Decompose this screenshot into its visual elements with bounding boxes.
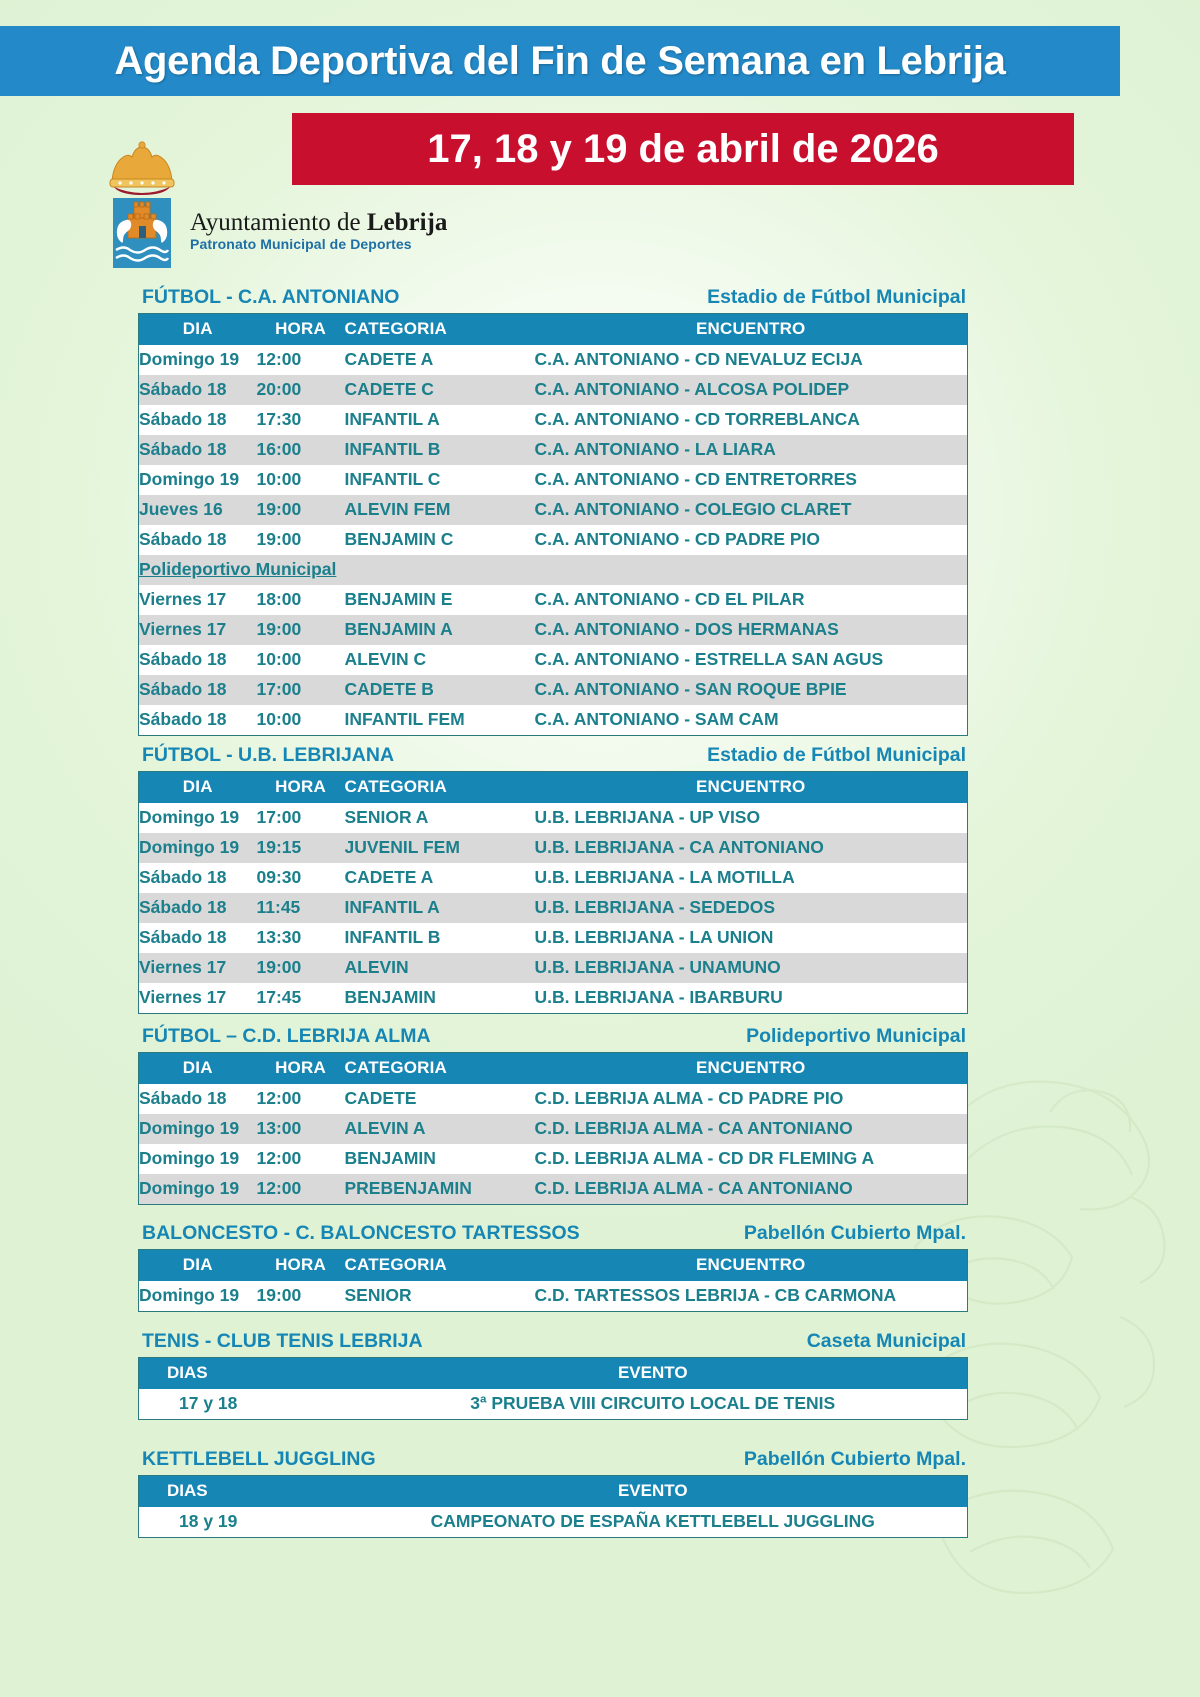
institution-logo xyxy=(104,140,447,270)
cell-hora: 19:00 xyxy=(256,619,302,639)
cell-categoria: BENJAMIN A xyxy=(344,619,453,639)
cell-encuentro: C.A. ANTONIANO - LA LIARA xyxy=(534,439,776,459)
table-header-row xyxy=(139,772,968,804)
section-venue: Pabellón Cubierto Mpal. xyxy=(743,1448,966,1470)
cell-hora: 17:30 xyxy=(256,409,302,429)
cell-hora: 19:00 xyxy=(256,499,302,519)
match-table xyxy=(138,313,968,736)
table-row xyxy=(139,1084,968,1114)
column-header-hora: HORA xyxy=(257,772,345,804)
column-header-dias: DIAS xyxy=(139,1476,339,1508)
subvenue-row xyxy=(139,555,968,585)
cell-categoria: BENJAMIN C xyxy=(344,529,454,549)
section-title: FÚTBOL – C.D. LEBRIJA ALMA xyxy=(142,1025,431,1047)
cell-hora: 19:00 xyxy=(256,957,302,977)
table-row xyxy=(139,525,968,555)
cell-encuentro: U.B. LEBRIJANA - UP VISO xyxy=(534,807,761,827)
cell-encuentro: U.B. LEBRIJANA - CA ANTONIANO xyxy=(534,837,824,857)
table-row xyxy=(139,345,968,375)
section-header xyxy=(138,1330,968,1357)
cell-hora: 10:00 xyxy=(256,709,302,729)
cell-encuentro: U.B. LEBRIJANA - SEDEDOS xyxy=(534,897,775,917)
cell-categoria: INFANTIL B xyxy=(344,927,441,947)
cell-hora: 19:15 xyxy=(256,837,302,857)
cell-dia: Domingo 19 xyxy=(139,807,240,827)
cell-hora: 19:00 xyxy=(256,1285,302,1305)
table-row xyxy=(139,375,968,405)
column-header-categoria: CATEGORIA xyxy=(345,314,535,346)
date-text: 17, 18 y 19 de abril de 2026 xyxy=(427,126,939,171)
table-row xyxy=(139,1507,968,1538)
table-row xyxy=(139,705,968,736)
cell-dia: Jueves 16 xyxy=(139,499,223,519)
cell-hora: 17:00 xyxy=(256,679,302,699)
cell-categoria: INFANTIL C xyxy=(344,469,441,489)
logo-line-2: Patronato Municipal de Deportes xyxy=(190,235,412,252)
table-row xyxy=(139,495,968,525)
table-header-row xyxy=(139,1053,968,1085)
column-header-encuentro: ENCUENTRO xyxy=(535,1250,968,1282)
section-venue: Estadio de Fútbol Municipal xyxy=(707,744,966,766)
sport-section xyxy=(138,1025,968,1205)
column-header-categoria: CATEGORIA xyxy=(345,772,535,804)
section-header xyxy=(138,1025,968,1052)
cell-categoria: CADETE B xyxy=(344,679,434,699)
cell-encuentro: C.A. ANTONIANO - CD EL PILAR xyxy=(534,589,805,609)
table-row xyxy=(139,645,968,675)
section-venue: Polideportivo Municipal xyxy=(746,1025,966,1047)
section-header xyxy=(138,286,968,313)
cell-categoria: SENIOR A xyxy=(344,807,429,827)
cell-evento: CAMPEONATO DE ESPAÑA KETTLEBELL JUGGLING xyxy=(339,1507,968,1538)
cell-dia: Viernes 17 xyxy=(139,987,227,1007)
table-row xyxy=(139,1281,968,1312)
table-row xyxy=(139,893,968,923)
cell-dia: Sábado 18 xyxy=(139,1088,227,1108)
cell-categoria: INFANTIL B xyxy=(344,439,441,459)
section-venue: Pabellón Cubierto Mpal. xyxy=(743,1222,966,1244)
table-row xyxy=(139,1144,968,1174)
table-header-row xyxy=(139,1250,968,1282)
cell-dia: Viernes 17 xyxy=(139,589,227,609)
cell-hora: 09:30 xyxy=(256,867,302,887)
cell-dia: Domingo 19 xyxy=(139,837,240,857)
cell-categoria: CADETE A xyxy=(344,867,434,887)
cell-dia: Viernes 17 xyxy=(139,957,227,977)
section-title: BALONCESTO - C. BALONCESTO TARTESSOS xyxy=(142,1222,580,1244)
cell-dia: Sábado 18 xyxy=(139,409,227,429)
cell-encuentro: C.D. LEBRIJA ALMA - CA ANTONIANO xyxy=(534,1178,853,1198)
column-header-hora: HORA xyxy=(257,314,345,346)
column-header-evento: EVENTO xyxy=(339,1476,968,1508)
section-header xyxy=(138,1222,968,1249)
cell-encuentro: C.A. ANTONIANO - CD PADRE PIO xyxy=(534,529,821,549)
cell-dia: Sábado 18 xyxy=(139,709,227,729)
cell-encuentro: C.A. ANTONIANO - CD ENTRETORRES xyxy=(534,469,857,489)
table-header-row xyxy=(139,314,968,346)
column-header-hora: HORA xyxy=(257,1053,345,1085)
cell-categoria: INFANTIL FEM xyxy=(344,709,465,729)
cell-hora: 12:00 xyxy=(256,1088,302,1108)
cell-dia: Domingo 19 xyxy=(139,349,240,369)
logo-line-1: Ayuntamiento de Lebrija xyxy=(190,209,448,237)
column-header-dia: DIA xyxy=(139,314,257,346)
cell-categoria: CADETE A xyxy=(344,349,434,369)
cell-categoria: ALEVIN xyxy=(344,957,409,977)
cell-dia: Sábado 18 xyxy=(139,867,227,887)
cell-dia: Domingo 19 xyxy=(139,1178,240,1198)
table-row xyxy=(139,465,968,495)
cell-hora: 10:00 xyxy=(256,649,302,669)
poster-title-bar xyxy=(0,26,1120,96)
match-table xyxy=(138,1249,968,1312)
cell-encuentro: C.D. LEBRIJA ALMA - CD DR FLEMING A xyxy=(534,1148,875,1168)
cell-encuentro: C.A. ANTONIANO - CD TORREBLANCA xyxy=(534,409,860,429)
table-row xyxy=(139,983,968,1014)
column-header-dia: DIA xyxy=(139,1053,257,1085)
cell-hora: 13:30 xyxy=(256,927,302,947)
cell-encuentro: C.A. ANTONIANO - ESTRELLA SAN AGUS xyxy=(534,649,884,669)
sport-section xyxy=(138,744,968,1014)
cell-hora: 18:00 xyxy=(256,589,302,609)
sport-section xyxy=(138,286,968,736)
cell-dia: Viernes 17 xyxy=(139,619,227,639)
match-table xyxy=(138,771,968,1014)
cell-categoria: BENJAMIN E xyxy=(344,589,453,609)
cell-categoria: BENJAMIN xyxy=(344,1148,436,1168)
section-title: FÚTBOL - U.B. LEBRIJANA xyxy=(142,744,395,766)
cell-categoria: JUVENIL FEM xyxy=(344,837,460,857)
cell-encuentro: C.D. LEBRIJA ALMA - CA ANTONIANO xyxy=(534,1118,853,1138)
sport-section xyxy=(138,1448,968,1538)
column-header-encuentro: ENCUENTRO xyxy=(535,1053,968,1085)
column-header-evento: EVENTO xyxy=(339,1358,968,1390)
cell-encuentro: C.D. TARTESSOS LEBRIJA - CB CARMONA xyxy=(534,1285,897,1305)
cell-hora: 16:00 xyxy=(256,439,302,459)
cell-categoria: SENIOR xyxy=(344,1285,412,1305)
coat-of-arms-icon xyxy=(104,140,180,270)
cell-hora: 13:00 xyxy=(256,1118,302,1138)
cell-encuentro: C.D. LEBRIJA ALMA - CD PADRE PIO xyxy=(534,1088,844,1108)
cell-encuentro: C.A. ANTONIANO - SAM CAM xyxy=(534,709,779,729)
column-header-dia: DIA xyxy=(139,772,257,804)
cell-encuentro: C.A. ANTONIANO - DOS HERMANAS xyxy=(534,619,839,639)
cell-dia: Sábado 18 xyxy=(139,439,227,459)
table-row xyxy=(139,585,968,615)
table-row xyxy=(139,675,968,705)
event-table xyxy=(138,1475,968,1538)
table-row xyxy=(139,803,968,833)
table-header-row xyxy=(139,1476,968,1508)
cell-dia: Domingo 19 xyxy=(139,1148,240,1168)
cell-categoria: PREBENJAMIN xyxy=(344,1178,472,1198)
section-title: KETTLEBELL JUGGLING xyxy=(142,1448,376,1470)
page-title: Agenda Deportiva del Fin de Semana en Lebrija xyxy=(114,38,1006,83)
table-row xyxy=(139,863,968,893)
cell-dia: Sábado 18 xyxy=(139,379,227,399)
column-header-hora: HORA xyxy=(257,1250,345,1282)
section-header xyxy=(138,744,968,771)
sport-section xyxy=(138,1222,968,1312)
cell-dia: Sábado 18 xyxy=(139,927,227,947)
table-row xyxy=(139,615,968,645)
cell-categoria: INFANTIL A xyxy=(344,897,440,917)
cell-encuentro: C.A. ANTONIANO - ALCOSA POLIDEP xyxy=(534,379,850,399)
sport-section xyxy=(138,1330,968,1420)
event-table xyxy=(138,1357,968,1420)
cell-encuentro: U.B. LEBRIJANA - LA UNION xyxy=(534,927,774,947)
cell-hora: 17:00 xyxy=(256,807,302,827)
column-header-categoria: CATEGORIA xyxy=(345,1250,535,1282)
table-row xyxy=(139,1114,968,1144)
cell-categoria: INFANTIL A xyxy=(344,409,440,429)
cell-hora: 11:45 xyxy=(256,897,301,917)
column-header-dia: DIA xyxy=(139,1250,257,1282)
cell-dia: Domingo 19 xyxy=(139,469,240,489)
cell-categoria: CADETE C xyxy=(344,379,434,399)
cell-categoria: CADETE xyxy=(344,1088,417,1108)
cell-encuentro: U.B. LEBRIJANA - LA MOTILLA xyxy=(534,867,795,887)
cell-dias: 17 y 18 xyxy=(139,1389,339,1420)
column-header-categoria: CATEGORIA xyxy=(345,1053,535,1085)
cell-hora: 10:00 xyxy=(256,469,302,489)
table-row xyxy=(139,405,968,435)
cell-hora: 12:00 xyxy=(256,1148,302,1168)
cell-encuentro: C.A. ANTONIANO - COLEGIO CLARET xyxy=(534,499,852,519)
section-title: TENIS - CLUB TENIS LEBRIJA xyxy=(142,1330,423,1352)
column-header-encuentro: ENCUENTRO xyxy=(535,772,968,804)
cell-categoria: ALEVIN FEM xyxy=(344,499,451,519)
cell-dia: Sábado 18 xyxy=(139,649,227,669)
cell-encuentro: C.A. ANTONIANO - CD NEVALUZ ECIJA xyxy=(534,349,863,369)
section-venue: Caseta Municipal xyxy=(806,1330,966,1352)
section-header xyxy=(138,1448,968,1475)
section-title: FÚTBOL - C.A. ANTONIANO xyxy=(142,286,400,308)
cell-categoria: BENJAMIN xyxy=(344,987,436,1007)
cell-hora: 12:00 xyxy=(256,349,302,369)
cell-encuentro: U.B. LEBRIJANA - UNAMUNO xyxy=(534,957,781,977)
cell-evento: 3ª PRUEBA VIII CIRCUITO LOCAL DE TENIS xyxy=(339,1389,968,1420)
cell-dia: Domingo 19 xyxy=(139,1285,240,1305)
cell-dias: 18 y 19 xyxy=(139,1507,339,1538)
match-table xyxy=(138,1052,968,1205)
table-row xyxy=(139,1389,968,1420)
cell-hora: 19:00 xyxy=(256,529,302,549)
table-row xyxy=(139,923,968,953)
cell-hora: 20:00 xyxy=(256,379,302,399)
cell-hora: 17:45 xyxy=(256,987,302,1007)
table-row xyxy=(139,833,968,863)
cell-categoria: ALEVIN C xyxy=(344,649,427,669)
table-row xyxy=(139,1174,968,1205)
cell-dia: Sábado 18 xyxy=(139,679,227,699)
section-venue: Estadio de Fútbol Municipal xyxy=(707,286,966,308)
table-row xyxy=(139,953,968,983)
cell-dia: Sábado 18 xyxy=(139,529,227,549)
table-header-row xyxy=(139,1358,968,1390)
cell-dia: Domingo 19 xyxy=(139,1118,240,1138)
cell-encuentro: U.B. LEBRIJANA - IBARBURU xyxy=(534,987,783,1007)
column-header-dias: DIAS xyxy=(139,1358,339,1390)
cell-hora: 12:00 xyxy=(256,1178,302,1198)
cell-dia: Sábado 18 xyxy=(139,897,227,917)
cell-categoria: ALEVIN A xyxy=(344,1118,426,1138)
subvenue-label: Polideportivo Municipal xyxy=(139,559,337,579)
cell-encuentro: C.A. ANTONIANO - SAN ROQUE BPIE xyxy=(534,679,847,699)
table-row xyxy=(139,435,968,465)
column-header-encuentro: ENCUENTRO xyxy=(535,314,968,346)
